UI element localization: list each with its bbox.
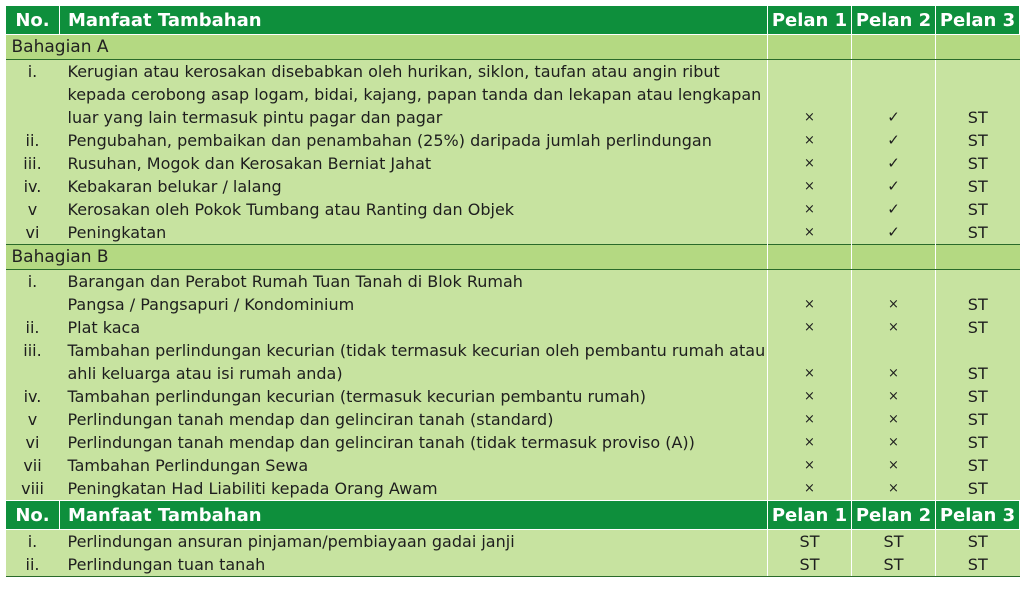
st-value-plan-3: ST	[936, 454, 1020, 477]
row-description: Kerugian atau kerosakan disebabkan oleh hurikan, siklon, taufan atau angin ribut kepada cerobong asap logam, bidai, kajang, papan tanda dan lekapan atau lengkapan luar yang lain termasuk pintu pagar dan pagar	[60, 60, 768, 130]
footer-header-no: No.	[6, 501, 60, 530]
row-number: ii.	[6, 129, 60, 152]
footer-header-plan-1: Pelan 1	[768, 501, 852, 530]
table-row	[6, 431, 1020, 454]
cross-mark-plan-1: ×	[768, 454, 852, 477]
section-plan-cell	[852, 245, 936, 270]
row-number: iii.	[6, 152, 60, 175]
header-plan-3: Pelan 3	[936, 6, 1020, 35]
table-row	[6, 408, 1020, 431]
cross-mark-plan-1: ×	[768, 477, 852, 501]
section-label: Bahagian B	[6, 245, 768, 270]
header-benefit: Manfaat Tambahan	[60, 6, 768, 35]
footer-header-plan-2: Pelan 2	[852, 501, 936, 530]
table-row	[6, 152, 1020, 175]
row-number: iii.	[6, 339, 60, 385]
row-description: Tambahan perlindungan kecurian (tidak termasuk kecurian oleh pembantu rumah atau ahli keluarga atau isi rumah anda)	[60, 339, 768, 385]
row-number: v	[6, 408, 60, 431]
row-description: Perlindungan tanah mendap dan gelinciran tanah (standard)	[60, 408, 768, 431]
row-number: i.	[6, 270, 60, 317]
st-value-plan-1: ST	[768, 530, 852, 554]
table-row	[6, 454, 1020, 477]
row-description: Pengubahan, pembaikan dan penambahan (25%) daripada jumlah perlindungan	[60, 129, 768, 152]
header-plan-1: Pelan 1	[768, 6, 852, 35]
row-description: Plat kaca	[60, 316, 768, 339]
header-no: No.	[6, 6, 60, 35]
cross-mark-plan-1: ×	[768, 60, 852, 130]
section-plan-cell	[768, 245, 852, 270]
header-plan-2: Pelan 2	[852, 6, 936, 35]
st-value-plan-2: ST	[852, 553, 936, 577]
table-body	[6, 35, 1020, 501]
section-row	[6, 35, 1020, 60]
cross-mark-plan-2: ×	[852, 339, 936, 385]
cross-mark-plan-1: ×	[768, 339, 852, 385]
section-row	[6, 245, 1020, 270]
cross-mark-plan-1: ×	[768, 129, 852, 152]
st-value-plan-3: ST	[936, 175, 1020, 198]
row-description: Perlindungan tanah mendap dan gelinciran tanah (tidak termasuk proviso (A))	[60, 431, 768, 454]
row-number: i.	[6, 60, 60, 130]
check-mark-plan-2: ✓	[852, 175, 936, 198]
table-row	[6, 385, 1020, 408]
cross-mark-plan-2: ×	[852, 477, 936, 501]
st-value-plan-3: ST	[936, 408, 1020, 431]
cross-mark-plan-1: ×	[768, 270, 852, 317]
table-row	[6, 129, 1020, 152]
cross-mark-plan-2: ×	[852, 316, 936, 339]
row-description: Tambahan perlindungan kecurian (termasuk kecurian pembantu rumah)	[60, 385, 768, 408]
cross-mark-plan-1: ×	[768, 221, 852, 245]
section-plan-cell	[936, 35, 1020, 60]
st-value-plan-3: ST	[936, 129, 1020, 152]
row-description: Barangan dan Perabot Rumah Tuan Tanah di Blok Rumah Pangsa / Pangsapuri / Kondominium	[60, 270, 768, 317]
row-number: vii	[6, 454, 60, 477]
row-number: iv.	[6, 175, 60, 198]
st-value-plan-3: ST	[936, 270, 1020, 317]
cross-mark-plan-2: ×	[852, 454, 936, 477]
st-value-plan-3: ST	[936, 477, 1020, 501]
cross-mark-plan-1: ×	[768, 198, 852, 221]
st-value-plan-3: ST	[936, 221, 1020, 245]
st-value-plan-3: ST	[936, 152, 1020, 175]
cross-mark-plan-1: ×	[768, 152, 852, 175]
row-description: Kerosakan oleh Pokok Tumbang atau Ranting dan Objek	[60, 198, 768, 221]
row-description: Tambahan Perlindungan Sewa	[60, 454, 768, 477]
row-description: Rusuhan, Mogok dan Kerosakan Berniat Jahat	[60, 152, 768, 175]
row-number: viii	[6, 477, 60, 501]
st-value-plan-3: ST	[936, 385, 1020, 408]
cross-mark-plan-1: ×	[768, 408, 852, 431]
footer-row	[6, 530, 1020, 554]
table-row	[6, 175, 1020, 198]
check-mark-plan-2: ✓	[852, 221, 936, 245]
check-mark-plan-2: ✓	[852, 198, 936, 221]
table-header-row	[6, 6, 1020, 35]
cross-mark-plan-1: ×	[768, 385, 852, 408]
check-mark-plan-2: ✓	[852, 60, 936, 130]
table-row	[6, 221, 1020, 245]
section-plan-cell	[852, 35, 936, 60]
check-mark-plan-2: ✓	[852, 129, 936, 152]
row-number: vi	[6, 221, 60, 245]
row-number: vi	[6, 431, 60, 454]
st-value-plan-3: ST	[936, 530, 1020, 554]
cross-mark-plan-2: ×	[852, 385, 936, 408]
st-value-plan-3: ST	[936, 60, 1020, 130]
st-value-plan-3: ST	[936, 431, 1020, 454]
section-plan-cell	[936, 245, 1020, 270]
st-value-plan-3: ST	[936, 316, 1020, 339]
row-number: iv.	[6, 385, 60, 408]
st-value-plan-3: ST	[936, 553, 1020, 577]
footer-row	[6, 553, 1020, 577]
cross-mark-plan-2: ×	[852, 270, 936, 317]
check-mark-plan-2: ✓	[852, 152, 936, 175]
table-row	[6, 270, 1020, 317]
row-number: ii.	[6, 316, 60, 339]
table-row	[6, 316, 1020, 339]
table-row	[6, 477, 1020, 501]
row-description: Peningkatan Had Liabiliti kepada Orang Awam	[60, 477, 768, 501]
row-description: Perlindungan tuan tanah	[60, 553, 768, 577]
cross-mark-plan-1: ×	[768, 175, 852, 198]
row-description: Perlindungan ansuran pinjaman/pembiayaan gadai janji	[60, 530, 768, 554]
footer-body	[6, 530, 1020, 577]
table-row	[6, 198, 1020, 221]
footer-header-benefit: Manfaat Tambahan	[60, 501, 768, 530]
footer-header-plan-3: Pelan 3	[936, 501, 1020, 530]
section-label: Bahagian A	[6, 35, 768, 60]
st-value-plan-3: ST	[936, 339, 1020, 385]
cross-mark-plan-2: ×	[852, 408, 936, 431]
cross-mark-plan-1: ×	[768, 431, 852, 454]
st-value-plan-3: ST	[936, 198, 1020, 221]
table-row	[6, 60, 1020, 130]
st-value-plan-1: ST	[768, 553, 852, 577]
table-row	[6, 339, 1020, 385]
benefits-table	[5, 5, 1020, 577]
footer-header-row	[6, 501, 1020, 530]
row-number: ii.	[6, 553, 60, 577]
st-value-plan-2: ST	[852, 530, 936, 554]
row-number: i.	[6, 530, 60, 554]
section-plan-cell	[768, 35, 852, 60]
cross-mark-plan-2: ×	[852, 431, 936, 454]
row-description: Kebakaran belukar / lalang	[60, 175, 768, 198]
row-description: Peningkatan	[60, 221, 768, 245]
cross-mark-plan-1: ×	[768, 316, 852, 339]
row-number: v	[6, 198, 60, 221]
